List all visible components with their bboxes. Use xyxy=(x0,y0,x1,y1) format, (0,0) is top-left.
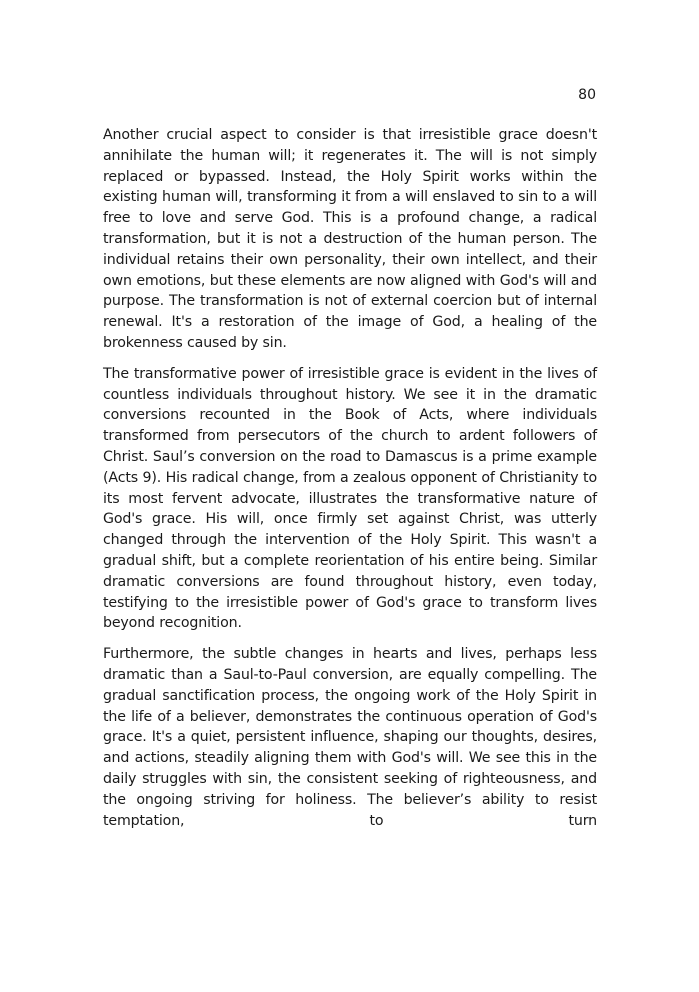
body-text xyxy=(103,125,597,841)
page-number: 80 xyxy=(578,87,596,103)
paragraph-1: Another crucial aspect to consider is that irresistible grace doesn't annihilate the human will; it regenerates it. The will is not simply replaced or bypassed. Instead, the Holy Spirit works within the existing human will, transforming it from a will enslaved to sin to a will free to love and serve God. This is a profound change, a radical transformation, but it is not a destruction of the human person. The individual retains their own personality, their own intellect, and their own emotions, but these elements are now aligned with God's will and purpose. The transformation is not of external coercion but of internal renewal. It's a restoration of the image of God, a healing of the brokenness caused by sin. xyxy=(103,127,597,351)
paragraph-3: Furthermore, the subtle changes in hearts and lives, perhaps less dramatic than a Saul-to-Paul conversion, are equally compelling. The gradual sanctification process, the ongoing work of the Holy Spirit in the life of a believer, demonstrates the continuous operation of God's grace. It's a quiet, persistent influence, shaping our thoughts, desires, and actions, steadily aligning them with God's will. We see this in the daily struggles with sin, the consistent seeking of righteousness, and the ongoing striving for holiness. The believer’s ability to resist temptation, to turn xyxy=(103,646,597,829)
paragraph-2: The transformative power of irresistible grace is evident in the lives of countless individuals throughout history. We see it in the dramatic conversions recounted in the Book of Acts, where individuals transformed from persecutors of the church to ardent followers of Christ. Saul’s conversion on the road to Damascus is a prime example (Acts 9). His radical change, from a zealous opponent of Christianity to its most fervent advocate, illustrates the transformative nature of God's grace. His will, once firmly set against Christ, was utterly changed through the intervention of the Holy Spirit. This wasn't a gradual shift, but a complete reorientation of his entire being. Similar dramatic conversions are found throughout history, even today, testifying to the irresistible power of God's grace to transform lives beyond recognition. xyxy=(103,365,597,632)
